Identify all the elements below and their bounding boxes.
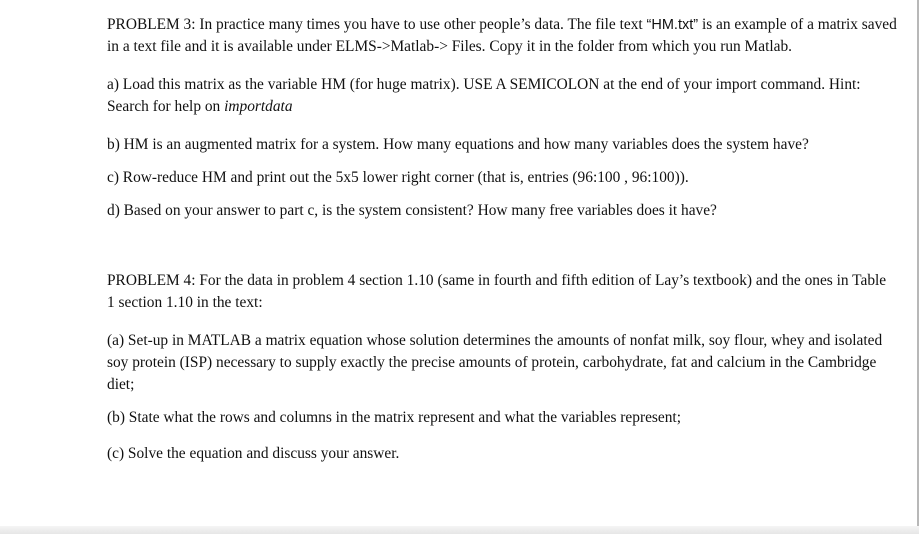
problem-3-part-b: b) HM is an augmented matrix for a system. How many equations and how many variables does the system have? (107, 136, 809, 153)
problem-4-intro: PROBLEM 4: For the data in problem 4 section 1.10 (same in fourth and fifth edition of Lay’s textbook) and the ones in Table 1 section 1.10 in the text: (107, 272, 887, 311)
problem-4-part-c: (c) Solve the equation and discuss your answer. (107, 445, 400, 462)
problem-3-intro-prefix: PROBLEM 3: In practice many times you have to use other people’s data. The file text (107, 16, 647, 33)
page-bottom-band (0, 526, 919, 534)
problem-3-intro (107, 14, 897, 58)
importdata-reference: importdata (224, 98, 293, 115)
problem-3-intro-suffix: is an example of a matrix saved in a text file and it is available under ELMS->Matlab-> Files. Copy it in the folder from which you run Matlab. (107, 16, 897, 55)
problem-4-part-a: (a) Set-up in MATLAB a matrix equation whose solution determines the amounts of nonfat milk, soy flour, whey and isolated soy protein (ISP) necessary to supply exactly the precise amounts of protein, carbohydrate, fat and calcium in the Cambridge diet; (107, 332, 883, 393)
problem-3-part-a (107, 74, 897, 118)
problem-4-part-b: (b) State what the rows and columns in the matrix represent and what the variables represent; (107, 409, 681, 426)
problem-3-part-c: c) Row-reduce HM and print out the 5x5 lower right corner (that is, entries (96:100 , 96:100)). (107, 169, 689, 186)
hm-filename: “HM.txt” (646, 17, 699, 33)
document-body (107, 14, 897, 465)
problem-3-part-a-text: a) Load this matrix as the variable HM (for huge matrix). USE A SEMICOLON at the end of your import command. Hint: Search for help on (107, 76, 861, 115)
problem-3-part-d: d) Based on your answer to part c, is the system consistent? How many free variables does it have? (107, 202, 717, 219)
